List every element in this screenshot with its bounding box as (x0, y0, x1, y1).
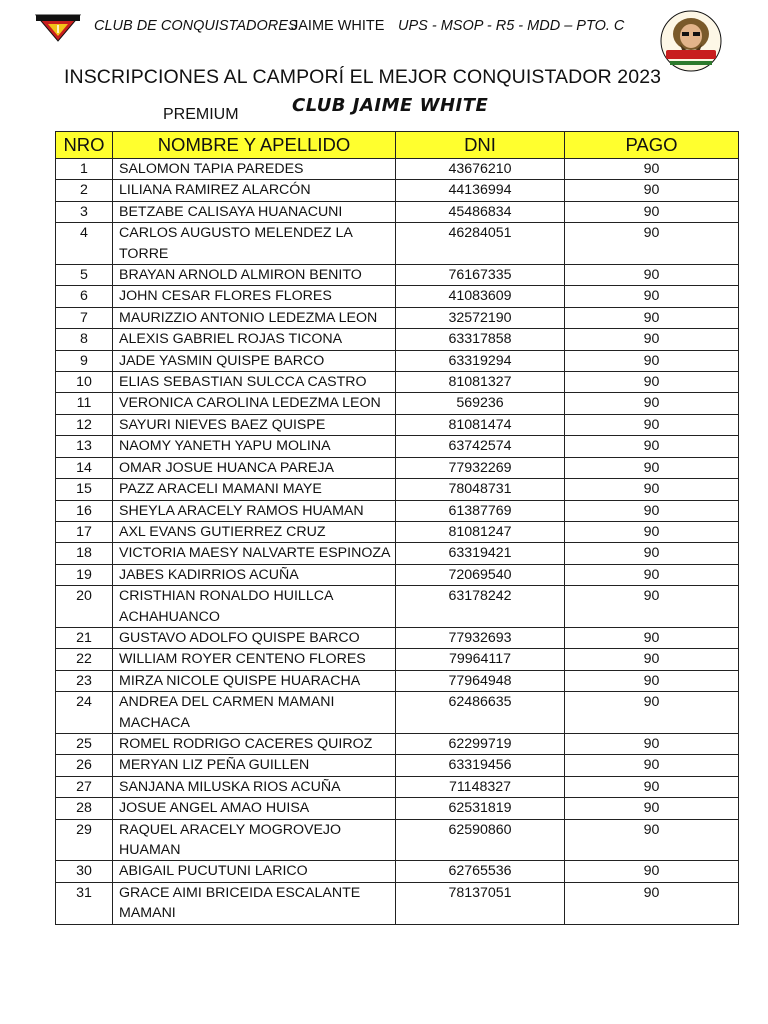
dni-cell: 63178242 (396, 586, 565, 628)
payment-cell: 90 (565, 265, 739, 286)
name-cell: GRACE AIMI BRICEIDA ESCALANTE MAMANI (113, 882, 396, 924)
row-number-cell: 7 (56, 307, 113, 328)
name-cell: WILLIAM ROYER CENTENO FLORES (113, 649, 396, 670)
table-row (56, 692, 739, 734)
payment-cell: 90 (565, 479, 739, 500)
row-number-cell: 17 (56, 521, 113, 542)
jaime-white-club-badge-icon (660, 10, 722, 72)
payment-cell: 90 (565, 286, 739, 307)
payment-cell: 90 (565, 159, 739, 180)
payment-cell: 90 (565, 798, 739, 819)
document-title: INSCRIPCIONES AL CAMPORÍ EL MEJOR CONQUISTADOR 2023 (64, 66, 662, 88)
name-cell: VICTORIA MAESY NALVARTE ESPINOZA (113, 543, 396, 564)
dni-cell: 44136994 (396, 180, 565, 201)
row-number-cell: 26 (56, 755, 113, 776)
row-number-cell: 5 (56, 265, 113, 286)
name-cell: CARLOS AUGUSTO MELENDEZ LA TORRE (113, 223, 396, 265)
dni-cell: 63319421 (396, 543, 565, 564)
table-row (56, 265, 739, 286)
name-cell: ALEXIS GABRIEL ROJAS TICONA (113, 329, 396, 350)
dni-cell: 62299719 (396, 733, 565, 754)
row-number-cell: 31 (56, 882, 113, 924)
row-number-cell: 12 (56, 414, 113, 435)
name-cell: ABIGAIL PUCUTUNI LARICO (113, 861, 396, 882)
payment-cell: 90 (565, 223, 739, 265)
table-row (56, 201, 739, 222)
dni-cell: 79964117 (396, 649, 565, 670)
club-title: CLUB JAIME WHITE (292, 95, 489, 116)
dni-cell: 63319294 (396, 350, 565, 371)
table-row (56, 350, 739, 371)
table-row (56, 882, 739, 924)
row-number-cell: 9 (56, 350, 113, 371)
payment-cell: 90 (565, 521, 739, 542)
dni-cell: 81081247 (396, 521, 565, 542)
dni-cell: 62590860 (396, 819, 565, 861)
payment-cell: 90 (565, 819, 739, 861)
row-number-cell: 6 (56, 286, 113, 307)
row-number-cell: 23 (56, 670, 113, 691)
payment-cell: 90 (565, 201, 739, 222)
dni-cell: 61387769 (396, 500, 565, 521)
payment-cell: 90 (565, 500, 739, 521)
row-number-cell: 16 (56, 500, 113, 521)
table-row (56, 776, 739, 797)
row-number-cell: 25 (56, 733, 113, 754)
club-meta-text: UPS - MSOP - R5 - MDD – PTO. C (398, 18, 625, 34)
table-row (56, 393, 739, 414)
name-cell: MAURIZZIO ANTONIO LEDEZMA LEON (113, 307, 396, 328)
table-row (56, 436, 739, 457)
dni-cell: 63319456 (396, 755, 565, 776)
dni-cell: 72069540 (396, 564, 565, 585)
table-row (56, 329, 739, 350)
pathfinder-emblem-icon (34, 12, 82, 42)
row-number-cell: 3 (56, 201, 113, 222)
payment-cell: 90 (565, 543, 739, 564)
column-header-nro: NRO (56, 132, 113, 159)
dni-cell: 78137051 (396, 882, 565, 924)
dni-cell: 71148327 (396, 776, 565, 797)
dni-cell: 45486834 (396, 201, 565, 222)
row-number-cell: 27 (56, 776, 113, 797)
dni-cell: 77964948 (396, 670, 565, 691)
table-row (56, 586, 739, 628)
table-row (56, 670, 739, 691)
table-row (56, 286, 739, 307)
row-number-cell: 1 (56, 159, 113, 180)
table-row (56, 500, 739, 521)
name-cell: MERYAN LIZ PEÑA GUILLEN (113, 755, 396, 776)
dni-cell: 63742574 (396, 436, 565, 457)
dni-cell: 569236 (396, 393, 565, 414)
name-cell: OMAR JOSUE HUANCA PAREJA (113, 457, 396, 478)
row-number-cell: 19 (56, 564, 113, 585)
dni-cell: 32572190 (396, 307, 565, 328)
name-cell: RAQUEL ARACELY MOGROVEJO HUAMAN (113, 819, 396, 861)
name-cell: JABES KADIRRIOS ACUÑA (113, 564, 396, 585)
dni-cell: 63317858 (396, 329, 565, 350)
table-row (56, 755, 739, 776)
name-cell: SALOMON TAPIA PAREDES (113, 159, 396, 180)
table-row (56, 627, 739, 648)
name-cell: JOHN CESAR FLORES FLORES (113, 286, 396, 307)
dni-cell: 41083609 (396, 286, 565, 307)
table-body (56, 159, 739, 925)
row-number-cell: 24 (56, 692, 113, 734)
dni-cell: 81081474 (396, 414, 565, 435)
dni-cell: 81081327 (396, 372, 565, 393)
payment-cell: 90 (565, 457, 739, 478)
table-row (56, 457, 739, 478)
club-prefix-text: CLUB DE CONQUISTADORES (94, 18, 298, 34)
name-cell: LILIANA RAMIREZ ALARCÓN (113, 180, 396, 201)
dni-cell: 62486635 (396, 692, 565, 734)
column-header-dni: DNI (396, 132, 565, 159)
payment-cell: 90 (565, 861, 739, 882)
name-cell: BRAYAN ARNOLD ALMIRON BENITO (113, 265, 396, 286)
table-row (56, 223, 739, 265)
payment-cell: 90 (565, 586, 739, 628)
table-row (56, 543, 739, 564)
row-number-cell: 15 (56, 479, 113, 500)
row-number-cell: 21 (56, 627, 113, 648)
payment-cell: 90 (565, 307, 739, 328)
dni-cell: 43676210 (396, 159, 565, 180)
table-row (56, 180, 739, 201)
payment-cell: 90 (565, 627, 739, 648)
name-cell: NAOMY YANETH YAPU MOLINA (113, 436, 396, 457)
category-label: PREMIUM (163, 106, 239, 123)
payment-cell: 90 (565, 372, 739, 393)
row-number-cell: 11 (56, 393, 113, 414)
name-cell: SAYURI NIEVES BAEZ QUISPE (113, 414, 396, 435)
payment-cell: 90 (565, 414, 739, 435)
row-number-cell: 29 (56, 819, 113, 861)
table-row (56, 819, 739, 861)
table-row (56, 479, 739, 500)
payment-cell: 90 (565, 393, 739, 414)
column-header-name: NOMBRE Y APELLIDO (113, 132, 396, 159)
name-cell: ELIAS SEBASTIAN SULCCA CASTRO (113, 372, 396, 393)
name-cell: SHEYLA ARACELY RAMOS HUAMAN (113, 500, 396, 521)
name-cell: MIRZA NICOLE QUISPE HUARACHA (113, 670, 396, 691)
column-header-pago: PAGO (565, 132, 739, 159)
payment-cell: 90 (565, 776, 739, 797)
dni-cell: 77932693 (396, 627, 565, 648)
dni-cell: 62531819 (396, 798, 565, 819)
club-name-text: JAIME WHITE (291, 18, 385, 34)
row-number-cell: 30 (56, 861, 113, 882)
name-cell: AXL EVANS GUTIERREZ CRUZ (113, 521, 396, 542)
dni-cell: 62765536 (396, 861, 565, 882)
dni-cell: 76167335 (396, 265, 565, 286)
table-row (56, 861, 739, 882)
payment-cell: 90 (565, 180, 739, 201)
payment-cell: 90 (565, 755, 739, 776)
table-row (56, 564, 739, 585)
name-cell: ROMEL RODRIGO CACERES QUIROZ (113, 733, 396, 754)
name-cell: ANDREA DEL CARMEN MAMANI MACHACA (113, 692, 396, 734)
name-cell: VERONICA CAROLINA LEDEZMA LEON (113, 393, 396, 414)
dni-cell: 46284051 (396, 223, 565, 265)
name-cell: JADE YASMIN QUISPE BARCO (113, 350, 396, 371)
name-cell: CRISTHIAN RONALDO HUILLCA ACHAHUANCO (113, 586, 396, 628)
dni-cell: 78048731 (396, 479, 565, 500)
table-row (56, 372, 739, 393)
table-row (56, 414, 739, 435)
row-number-cell: 22 (56, 649, 113, 670)
name-cell: JOSUE ANGEL AMAO HUISA (113, 798, 396, 819)
table-row (56, 798, 739, 819)
row-number-cell: 20 (56, 586, 113, 628)
payment-cell: 90 (565, 564, 739, 585)
row-number-cell: 2 (56, 180, 113, 201)
name-cell: GUSTAVO ADOLFO QUISPE BARCO (113, 627, 396, 648)
row-number-cell: 4 (56, 223, 113, 265)
row-number-cell: 18 (56, 543, 113, 564)
registration-table (55, 131, 739, 925)
row-number-cell: 10 (56, 372, 113, 393)
row-number-cell: 28 (56, 798, 113, 819)
payment-cell: 90 (565, 436, 739, 457)
table-row (56, 733, 739, 754)
row-number-cell: 14 (56, 457, 113, 478)
payment-cell: 90 (565, 329, 739, 350)
payment-cell: 90 (565, 692, 739, 734)
name-cell: PAZZ ARACELI MAMANI MAYE (113, 479, 396, 500)
payment-cell: 90 (565, 733, 739, 754)
table-row (56, 307, 739, 328)
table-row (56, 521, 739, 542)
payment-cell: 90 (565, 350, 739, 371)
table-header-row (56, 132, 739, 159)
name-cell: BETZABE CALISAYA HUANACUNI (113, 201, 396, 222)
name-cell: SANJANA MILUSKA RIOS ACUÑA (113, 776, 396, 797)
payment-cell: 90 (565, 670, 739, 691)
payment-cell: 90 (565, 649, 739, 670)
payment-cell: 90 (565, 882, 739, 924)
row-number-cell: 13 (56, 436, 113, 457)
table-row (56, 159, 739, 180)
row-number-cell: 8 (56, 329, 113, 350)
table-row (56, 649, 739, 670)
dni-cell: 77932269 (396, 457, 565, 478)
